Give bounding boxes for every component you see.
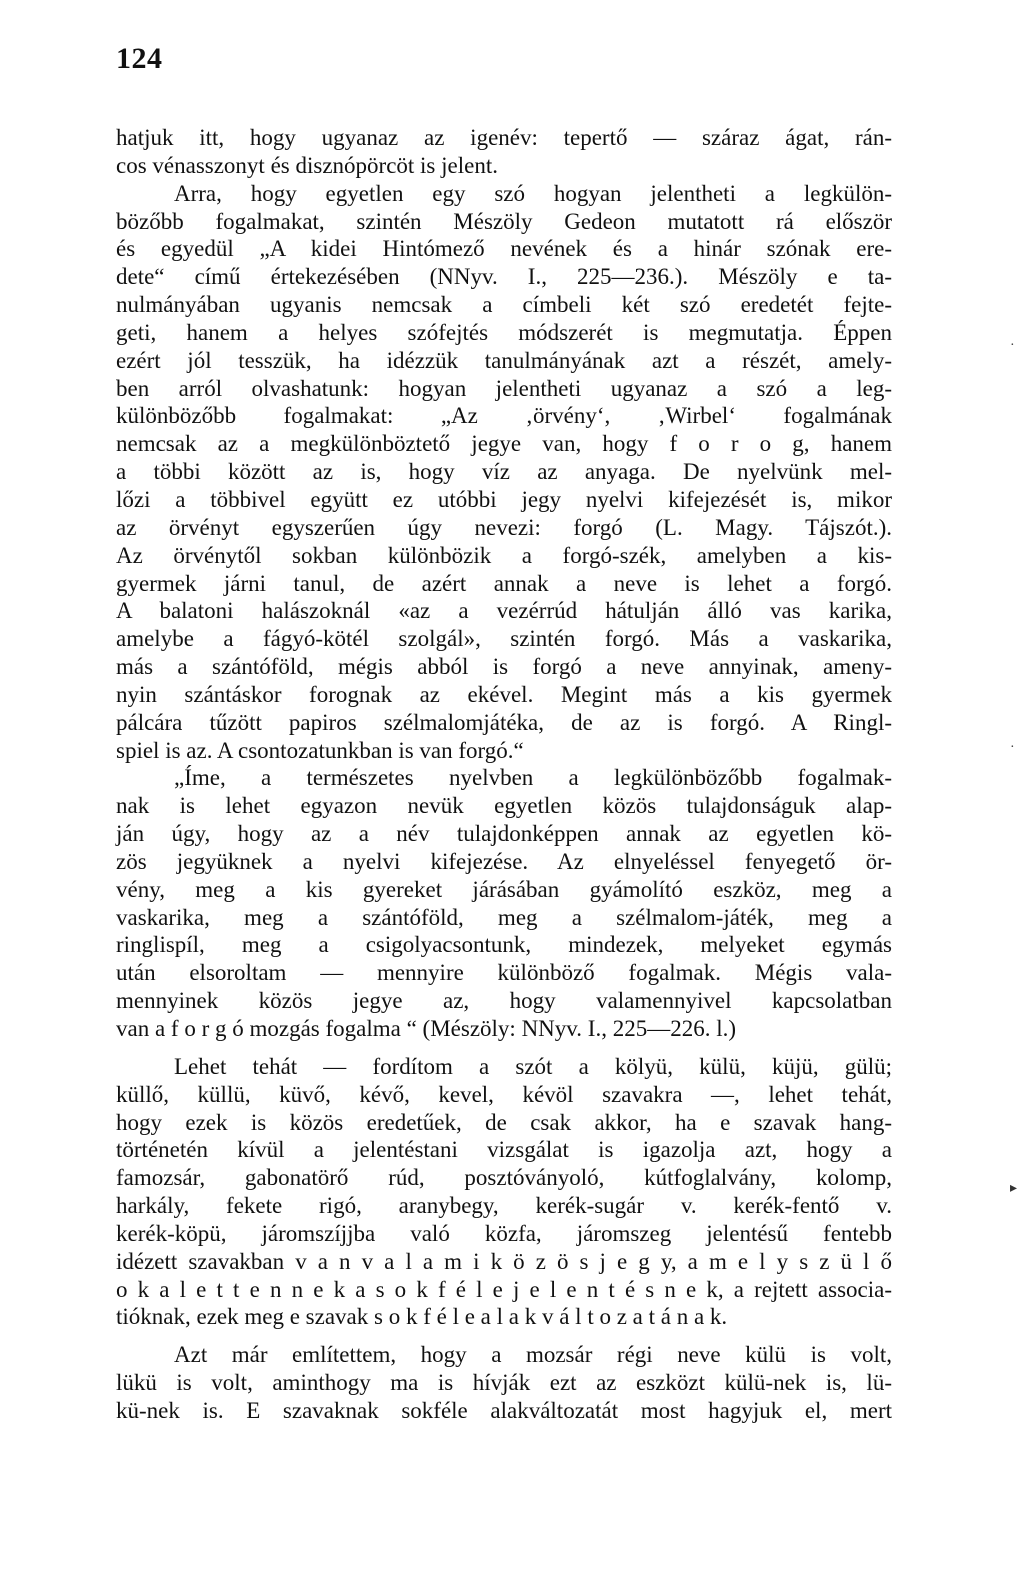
text-line: harkály, fekete rigó, aranybegy, kerék-sugár v. kerék-fentő v. xyxy=(116,1193,892,1219)
text-line: cos vénasszonyt és disznópörcöt is jelent. xyxy=(116,152,498,178)
text-line: vaskarika, meg a szántóföld, meg a szélmalom-játék, meg a xyxy=(116,904,892,930)
text-line: vény, meg a kis gyereket járásában gyámolító eszköz, meg a xyxy=(116,876,892,902)
text-line: nulmányában ugyanis nemcsak a címbeli két szó eredetét fejte- xyxy=(116,292,892,318)
text-line: lükü is volt, aminthogy ma is hívják ezt az eszközt külü-nek is, lü- xyxy=(116,1370,892,1396)
text-line: idézett szavakban v a n v a l a m i k ö z ö s j e g y, a m e l y s z ü l ő xyxy=(116,1248,892,1274)
text-line: a többi között az is, hogy víz az anyaga. De nyelvünk mel- xyxy=(116,459,892,485)
paragraph xyxy=(116,180,892,765)
paragraph xyxy=(116,1341,892,1425)
text-line: o k a l e t t e n n e k a s o k f é l e j e l e n t é s n e k, a rejtett associa- xyxy=(116,1276,892,1302)
text-line: pálcára tűzött papiros szélmalomjátéka, de az is forgó. A Ringl- xyxy=(116,709,892,735)
text-line: „Íme, a természetes nyelvben a legkülönbözőbb fogalmak- xyxy=(174,765,892,791)
text-line: ben arról olvashatunk: hogyan jelentheti ugyanaz a szó a leg- xyxy=(116,375,892,401)
text-line: után elsoroltam — mennyire különböző fogalmak. Mégis vala- xyxy=(116,960,892,986)
margin-speck: · xyxy=(1010,338,1015,353)
text-line: mennyinek közös jegye az, hogy valamennyivel kapcsolatban xyxy=(116,988,892,1014)
text-line: ján úgy, hogy az a név tulajdonképpen annak az egyetlen kö- xyxy=(116,821,892,847)
text-line: bözőbb fogalmakat, szintén Mészöly Gedeon mutatott rá először xyxy=(116,208,892,234)
text-line: nemcsak az a megkülönböztető jegye van, hogy f o r o g, hanem xyxy=(116,431,892,457)
text-line: hatjuk itt, hogy ugyanaz az igenév: tepertő — száraz ágat, rán- xyxy=(116,125,892,150)
text-line: Arra, hogy egyetlen egy szó hogyan jelentheti a legkülön- xyxy=(174,180,892,206)
text-line: kerék-köpü, járomszíjjba való közfa, járomszeg jelentésű fentebb xyxy=(116,1220,892,1246)
margin-speck: · xyxy=(1010,740,1015,755)
paragraph xyxy=(116,1053,892,1331)
text-line: nak is lehet egyazon nevük egyetlen közös tulajdonságuk alap- xyxy=(116,793,892,819)
text-line: zös jegyüknek a nyelvi kifejezése. Az elnyeléssel fenyegető ör- xyxy=(116,848,892,874)
paragraph xyxy=(116,124,892,180)
text-line: más a szántóföld, mégis abból is forgó a neve annyinak, ameny- xyxy=(116,654,892,680)
text-line: spiel is az. A csontozatunkban is van forgó.“ xyxy=(116,737,524,763)
page-number: 124 xyxy=(116,42,163,75)
text-line: és egyedül „A kidei Hintómező nevének és a hinár szónak ere- xyxy=(116,236,892,262)
text-line: Azt már említettem, hogy a mozsár régi neve külü is volt, xyxy=(174,1342,892,1368)
text-line: geti, hanem a helyes szófejtés módszerét is megmutatja. Éppen xyxy=(116,319,892,345)
text-line: hogy ezek is közös eredetűek, de csak akkor, ha e szavak hang- xyxy=(116,1109,892,1135)
text-line: van a f o r g ó mozgás fogalma “ (Mészöly: NNyv. I., 225—226. l.) xyxy=(116,1016,737,1041)
text-line: Az örvénytől sokban különbözik a forgó-szék, amelyben a kis- xyxy=(116,542,892,568)
text-line: A balatoni halászoknál «az a vezérrúd hátulján álló vas karika, xyxy=(116,598,892,624)
text-line: különbözőbb fogalmakat: „Az ‚örvény‘, ‚Wirbel‘ fogalmának xyxy=(116,403,892,429)
paragraph xyxy=(116,764,892,1042)
text-line: nyin szántáskor forognak az ekével. Megint más a kis gyermek xyxy=(116,681,892,707)
text-line: tióknak, ezek meg e szavak s o k f é l e a l a k v á l t o z a t á n a k. xyxy=(116,1304,728,1330)
text-line: küllő, küllü, küvő, kévő, kevel, kévöl szavakra —, lehet tehát, xyxy=(116,1081,892,1107)
text-line: amelybe a fágyó-kötél szolgál», szintén forgó. Más a vaskarika, xyxy=(116,626,892,652)
text-line: famozsár, gabonatörő rúd, posztóványoló, kútfoglalvány, kolomp, xyxy=(116,1165,892,1191)
text-line: Lehet tehát — fordítom a szót a kölyü, külü, küjü, gülü; xyxy=(174,1053,892,1079)
paragraph-gap xyxy=(116,1331,892,1341)
paragraph-gap xyxy=(116,1043,892,1053)
text-line: gyermek járni tanul, de azért annak a neve is lehet a forgó. xyxy=(116,570,892,596)
text-line: lőzi a többivel együtt ez utóbbi jegy nyelvi kifejezését is, mikor xyxy=(116,486,892,512)
text-line: dete“ című értekezésében (NNyv. I., 225—236.). Mészöly e ta- xyxy=(116,264,892,290)
text-line: az örvényt egyszerűen úgy nevezi: forgó (L. Magy. Tájszót.). xyxy=(116,514,892,540)
margin-speck: ▸ xyxy=(1010,1181,1018,1196)
text-line: ringlispíl, meg a csigolyacsontunk, mindezek, melyeket egymás xyxy=(116,932,892,958)
text-line: kü-nek is. E szavaknak sokféle alakváltozatát most hagyjuk el, mert xyxy=(116,1397,892,1423)
body-text xyxy=(116,124,892,1425)
text-line: történetén kívül a jelentéstani vizsgálat is igazolja azt, hogy a xyxy=(116,1137,892,1163)
text-line: ezért jól tesszük, ha idézzük tanulmányának azt a részét, amely- xyxy=(116,347,892,373)
